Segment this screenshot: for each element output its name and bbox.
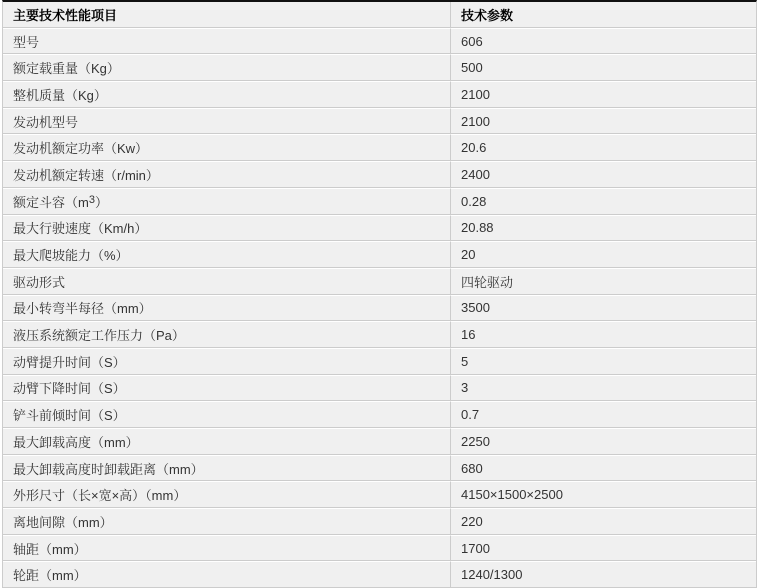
spec-label: 铲斗前倾时间（S） bbox=[3, 401, 450, 428]
spec-label: 发动机额定功率（Kw） bbox=[3, 134, 450, 161]
table-row bbox=[3, 561, 756, 588]
table-row bbox=[3, 81, 756, 108]
spec-value: 2100 bbox=[450, 81, 756, 108]
spec-label: 最大卸载高度（mm） bbox=[3, 428, 450, 455]
spec-value: 16 bbox=[450, 321, 756, 348]
table-row bbox=[3, 215, 756, 242]
spec-table-body bbox=[3, 28, 756, 588]
spec-label: 最大卸载高度时卸载距离（mm） bbox=[3, 455, 450, 482]
table-row bbox=[3, 401, 756, 428]
table-row bbox=[3, 348, 756, 375]
spec-label: 轴距（mm） bbox=[3, 535, 450, 562]
spec-value: 0.7 bbox=[450, 401, 756, 428]
table-row bbox=[3, 54, 756, 81]
spec-label: 发动机型号 bbox=[3, 108, 450, 135]
spec-value: 220 bbox=[450, 508, 756, 535]
spec-value: 680 bbox=[450, 455, 756, 482]
spec-label: 发动机额定转速（r/min） bbox=[3, 161, 450, 188]
spec-value: 1240/1300 bbox=[450, 561, 756, 588]
table-row bbox=[3, 108, 756, 135]
table-row bbox=[3, 28, 756, 55]
spec-label: 最小转弯半每径（mm） bbox=[3, 295, 450, 322]
table-row bbox=[3, 455, 756, 482]
spec-value: 5 bbox=[450, 348, 756, 375]
spec-value: 20.88 bbox=[450, 215, 756, 242]
spec-label: 离地间隙（mm） bbox=[3, 508, 450, 535]
spec-value: 2400 bbox=[450, 161, 756, 188]
table-row bbox=[3, 268, 756, 295]
table-row bbox=[3, 535, 756, 562]
table-row bbox=[3, 375, 756, 402]
spec-value: 3 bbox=[450, 375, 756, 402]
spec-value: 四轮驱动 bbox=[450, 268, 756, 295]
spec-value: 2100 bbox=[450, 108, 756, 135]
spec-value: 0.28 bbox=[450, 188, 756, 215]
spec-label: 轮距（mm） bbox=[3, 561, 450, 588]
spec-label: 动臂下降时间（S） bbox=[3, 375, 450, 402]
table-row bbox=[3, 428, 756, 455]
spec-value: 3500 bbox=[450, 295, 756, 322]
spec-table bbox=[2, 0, 756, 588]
table-row bbox=[3, 161, 756, 188]
spec-label: 驱动形式 bbox=[3, 268, 450, 295]
spec-label: 外形尺寸（长×宽×高）（mm） bbox=[3, 481, 450, 508]
table-row bbox=[3, 481, 756, 508]
spec-label: 动臂提升时间（S） bbox=[3, 348, 450, 375]
table-header bbox=[3, 2, 756, 28]
spec-label: 额定载重量（Kg） bbox=[3, 54, 450, 81]
spec-label: 型号 bbox=[3, 28, 450, 55]
header-col-items: 主要技术性能项目 bbox=[3, 2, 450, 28]
spec-value: 20.6 bbox=[450, 134, 756, 161]
spec-label: 最大行驶速度（Km/h） bbox=[3, 215, 450, 242]
spec-label: 液压系统额定工作压力（Pa） bbox=[3, 321, 450, 348]
table-row bbox=[3, 321, 756, 348]
spec-value: 2250 bbox=[450, 428, 756, 455]
spec-value: 500 bbox=[450, 54, 756, 81]
table-row bbox=[3, 508, 756, 535]
table-row bbox=[3, 241, 756, 268]
technical-specs-table bbox=[2, 0, 757, 588]
spec-label: 整机质量（Kg） bbox=[3, 81, 450, 108]
spec-label: 额定斗容$(m^3)$ bbox=[3, 188, 450, 215]
header-col-params: 技术参数 bbox=[450, 2, 756, 28]
header-row bbox=[3, 2, 756, 28]
table-row bbox=[3, 134, 756, 161]
spec-value: 20 bbox=[450, 241, 756, 268]
spec-label: 最大爬坡能力（%） bbox=[3, 241, 450, 268]
spec-value: 1700 bbox=[450, 535, 756, 562]
table-row bbox=[3, 295, 756, 322]
spec-value: 4150×1500×2500 bbox=[450, 481, 756, 508]
spec-value: 606 bbox=[450, 28, 756, 55]
table-row bbox=[3, 188, 756, 215]
